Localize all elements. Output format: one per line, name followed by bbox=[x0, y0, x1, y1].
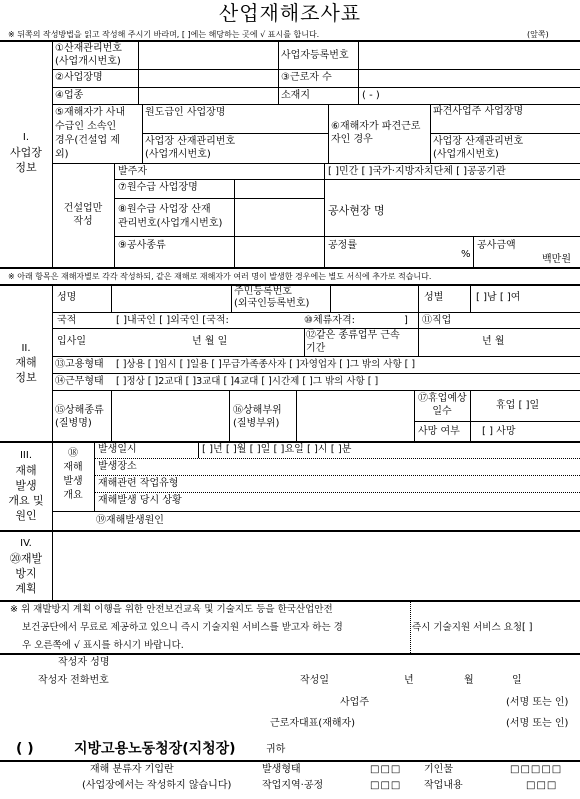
dispatch-mgmt-sub: (사업개시번호) bbox=[433, 149, 499, 160]
recipient-paren[interactable]: ( ) bbox=[16, 741, 34, 757]
rep-sign[interactable]: (서명 또는 인) bbox=[506, 718, 569, 729]
hire-date-value[interactable]: 년 월 일 bbox=[192, 336, 228, 347]
work-form-options[interactable]: [ ]정상 [ ]2교대 [ ]3교대 [ ]4교대 [ ]시간제 [ ]그 밖의 사항 [ ] bbox=[116, 376, 379, 387]
task-label: 재해관련 작업유형 bbox=[98, 478, 179, 489]
biz-name-field[interactable] bbox=[139, 70, 277, 86]
workers-label: ③근로자 수 bbox=[281, 72, 332, 83]
section2-num: II. bbox=[21, 343, 31, 354]
prime-mgmt-sub: (사업개시번호) bbox=[145, 149, 211, 160]
section1-title2: 정보 bbox=[15, 161, 37, 174]
origin-boxes[interactable]: □□□□□ bbox=[510, 764, 563, 775]
construction-label: 건설업만 bbox=[63, 203, 103, 214]
address-value[interactable]: ( - ) bbox=[362, 90, 380, 101]
sub-label4: 외) bbox=[55, 149, 69, 160]
content-boxes[interactable]: □□□ bbox=[526, 780, 558, 791]
death-value[interactable]: [ ] 사망 bbox=[482, 426, 516, 437]
injury-sub: (질병명) bbox=[55, 418, 92, 429]
mgmt-no-field[interactable] bbox=[139, 41, 277, 68]
recipient-office: 지방고용노동청장(지청장) bbox=[74, 741, 236, 757]
prime-mgmt-label: 사업장 산재관리번호 bbox=[145, 136, 236, 147]
employer-sign[interactable]: (서명 또는 인) bbox=[506, 697, 569, 708]
where-label: 발생장소 bbox=[98, 461, 137, 472]
occur-boxes[interactable]: □□□ bbox=[370, 764, 402, 775]
section3-num: III. bbox=[19, 450, 33, 461]
rrn-label: 주민등록번호 bbox=[234, 286, 292, 297]
classify-sub: (사업장에서는 작성하지 않습니다) bbox=[82, 780, 232, 791]
section1-num: I. bbox=[22, 132, 30, 143]
progress-label: 공정률 bbox=[328, 240, 357, 251]
prevention-plan-field[interactable] bbox=[53, 531, 579, 599]
industry-field[interactable] bbox=[139, 88, 277, 103]
name-label: 성명 bbox=[57, 292, 77, 303]
page-side-label: (앞쪽) bbox=[527, 30, 549, 39]
date-day[interactable]: 일 bbox=[512, 675, 522, 686]
emp-type-options[interactable]: [ ]상용 [ ]임시 [ ]일용 [ ]무급가족종사자 [ ]자영업자 [ ]그 밖의 사항 [ ] bbox=[116, 359, 416, 370]
notice-line3: 우 오른쪽에 √ 표시를 하시기 바랍니다. bbox=[22, 640, 184, 651]
client-label: 발주자 bbox=[118, 166, 147, 177]
section3-title: 재해 bbox=[15, 464, 37, 477]
instruction-note: ※ 뒤쪽의 작성방법을 읽고 작성해 주시기 바라며, [ ]에는 해당하는 곳에 √ 표시를 합니다. bbox=[8, 30, 320, 39]
cause-label: ⑲재해발생원인 bbox=[96, 515, 164, 526]
percent-unit: % bbox=[461, 249, 471, 260]
overview-label: 재해 bbox=[63, 462, 83, 473]
prime-mgmt2-sub: 관리번호(사업개시번호) bbox=[118, 218, 223, 229]
occur-label: 발생형태 bbox=[262, 764, 301, 775]
section4-title: ⑳재발 bbox=[9, 552, 43, 565]
nationality-label: 국적 bbox=[57, 315, 77, 326]
origin-label: 기인물 bbox=[424, 764, 453, 775]
section4-num: IV. bbox=[20, 538, 32, 549]
section2-title2: 정보 bbox=[15, 371, 37, 384]
industry-label: ④업종 bbox=[55, 90, 84, 101]
amount-label: 공사금액 bbox=[477, 240, 516, 251]
section1-title: 사업장 bbox=[10, 146, 42, 159]
section2-title: 재해 bbox=[15, 356, 37, 369]
overview-label2: 발생 bbox=[63, 476, 83, 487]
date-month[interactable]: 월 bbox=[464, 675, 474, 686]
section3-title2: 발생 bbox=[15, 479, 37, 492]
mgmt-no-sub: (사업개시번호) bbox=[55, 56, 121, 67]
when-label: 발생일시 bbox=[98, 444, 137, 455]
section4-title2: 방지 bbox=[15, 567, 37, 580]
section3-title3: 개요 및 bbox=[8, 494, 44, 507]
overview-num: ⑱ bbox=[68, 448, 78, 459]
tech-support-request[interactable]: 즉시 기술지원 서비스 요청[ ] bbox=[412, 622, 533, 633]
classify-label: 재해 분류자 기입란 bbox=[90, 764, 174, 775]
notice-line1: ※ 위 재발방지 계획 이행을 위한 안전보건교육 및 기술지도 등을 한국산업안전 bbox=[10, 604, 333, 615]
injury-part-label: ⑯상해부위 bbox=[233, 405, 282, 416]
rrn-sub: (외국인등록번호) bbox=[234, 298, 310, 309]
date-label: 작성일 bbox=[300, 675, 329, 686]
overview-label3: 개요 bbox=[63, 490, 83, 501]
recipient-suffix: 귀하 bbox=[266, 744, 286, 755]
death-label: 사망 여부 bbox=[418, 426, 460, 437]
biz-reg-no-field[interactable] bbox=[359, 41, 579, 68]
leave-value[interactable]: 휴업 [ ]일 bbox=[496, 400, 540, 411]
prime-biz-label: ⑦원수급 사업장명 bbox=[118, 182, 198, 193]
biz-name-label: ②사업장명 bbox=[55, 72, 103, 83]
dispatch-mgmt-label: 사업장 산재관리번호 bbox=[433, 136, 524, 147]
hire-date-label: 입사일 bbox=[57, 336, 86, 347]
work-form-label: ⑭근무형태 bbox=[55, 376, 104, 387]
construction-label2: 작성 bbox=[73, 216, 93, 227]
visa-label: ⑩체류자격: bbox=[304, 315, 355, 326]
prime-name-label: 원도급인 사업장명 bbox=[145, 107, 226, 118]
section4-title3: 계획 bbox=[15, 582, 37, 595]
notice-line2: 보건공단에서 무료로 제공하고 있으니 즉시 기술지원 서비스를 받고자 하는 경 bbox=[22, 622, 343, 633]
tenure-label: ⑫같은 종류업무 근속 bbox=[306, 330, 400, 341]
gender-label: 성별 bbox=[424, 292, 444, 303]
visa-close: ] bbox=[404, 315, 408, 326]
injury-part-sub: (질병부위) bbox=[233, 418, 280, 429]
mgmt-no-label: ①산재관리번호 bbox=[55, 43, 122, 54]
tenure-value[interactable]: 년 월 bbox=[482, 336, 505, 347]
emp-type-label: ⑬고용형태 bbox=[55, 359, 104, 370]
client-options[interactable]: [ ]민간 [ ]국가·지방자치단체 [ ]공공기관 bbox=[328, 166, 506, 177]
leave-label2: 일수 bbox=[432, 406, 452, 417]
region-label: 작업지역·공정 bbox=[262, 780, 324, 791]
nationality-options[interactable]: [ ]내국인 [ ]외국인 [국적: bbox=[116, 315, 229, 326]
dispatch-name-label: 파견사업주 사업장명 bbox=[433, 106, 524, 117]
work-type-label: ⑨공사종류 bbox=[118, 240, 166, 251]
gender-options[interactable]: [ ]남 [ ]여 bbox=[476, 292, 521, 303]
content-label: 작업내용 bbox=[424, 780, 463, 791]
prime-mgmt2-label: ⑧원수급 사업장 산재 bbox=[118, 204, 211, 215]
biz-reg-no-label: 사업자등록번호 bbox=[281, 50, 349, 61]
when-value[interactable]: [ ]년 [ ]월 [ ]일 [ ]요일 [ ]시 [ ]분 bbox=[202, 444, 352, 455]
page-title: 산업재해조사표 bbox=[218, 1, 362, 25]
region-boxes[interactable]: □□□ bbox=[370, 780, 402, 791]
amount-unit: 백만원 bbox=[542, 254, 571, 265]
rep-label: 근로자대표(재해자) bbox=[270, 718, 356, 729]
section3-title4: 원인 bbox=[15, 509, 37, 522]
situation-label: 재해발생 당시 상황 bbox=[98, 495, 182, 506]
site-name-label: 공사현장 명 bbox=[328, 204, 385, 217]
dispatch-label2: 자인 경우 bbox=[331, 134, 373, 145]
writer-phone-label: 작성자 전화번호 bbox=[38, 675, 109, 686]
date-year[interactable]: 년 bbox=[404, 675, 414, 686]
address-label: 소재지 bbox=[281, 90, 310, 101]
sub-label2: 수급인 소속인 bbox=[55, 121, 117, 132]
employer-label: 사업주 bbox=[340, 697, 369, 708]
writer-name-label: 작성자 성명 bbox=[58, 657, 110, 668]
dispatch-label: ⑥재해자가 파견근로 bbox=[331, 121, 421, 132]
leave-label: ⑰휴업예상 bbox=[418, 393, 467, 404]
job-label: ⑪직업 bbox=[422, 315, 452, 326]
tenure-label2: 기간 bbox=[306, 343, 326, 354]
instruction-note2: ※ 아래 항목은 재해자별로 각각 작성하되, 같은 재해로 재해자가 여러 명이 발생한 경우에는 별도 서식에 추가로 적습니다. bbox=[8, 272, 432, 281]
injury-label: ⑮상해종류 bbox=[55, 405, 104, 416]
sub-label: ⑤재해자가 사내 bbox=[55, 107, 126, 118]
sub-label3: 경우(건설업 제 bbox=[55, 135, 121, 146]
workers-field[interactable] bbox=[359, 70, 579, 86]
